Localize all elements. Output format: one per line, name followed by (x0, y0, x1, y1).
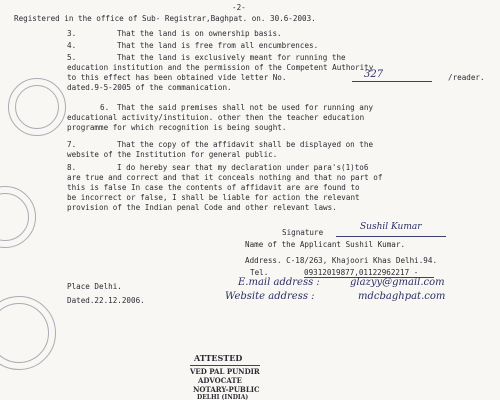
para-4-number: 4. (67, 41, 77, 50)
para-8-text-e: provision of the Indian penal Code and other relevant laws. (67, 203, 337, 212)
round-seal-stamp-top (8, 78, 66, 136)
website-value: mdcbaghpat.com (358, 291, 446, 302)
round-seal-stamp-middle (0, 186, 36, 248)
para-8-number: 8. (67, 163, 77, 172)
registration-line: Registered in the office of Sub- Registrar,Baghpat. on. 30.6-2003. (14, 14, 316, 23)
para-5-text-b: education institution and the permission of the Competent Authority (67, 63, 374, 72)
website-label: Website address : (225, 291, 315, 302)
applicant-signature: Sushil Kumar (360, 222, 422, 232)
tel-value: 09312019877,01122962217 - (304, 268, 419, 277)
para-5-text: That the land is exclusively meant for running the (117, 53, 346, 62)
para-5-reader: /reader. (448, 73, 485, 82)
notary-name: VED PAL PUNDIR (190, 367, 260, 376)
para-3-number: 3. (67, 29, 77, 38)
para-8-text-d: be incorrect or false, I shall be liable for action the relevant (67, 193, 360, 202)
para-7-text: That the copy of the affidavit shall be displayed on the (117, 140, 374, 149)
para-7-number: 7. (67, 140, 77, 149)
email-value: glazyy@gmail.com (350, 277, 445, 288)
letter-number-handwritten: 327 (364, 69, 384, 80)
notary-location: DELHI (INDIA) (197, 394, 249, 400)
signature-underline (336, 236, 446, 237)
para-3-text: That the land is on ownership basis. (117, 29, 282, 38)
para-6-text-b: educational activity/instituion. other then the teacher education (67, 113, 365, 122)
para-5-number: 5. (67, 53, 77, 62)
notary-title-public: NOTARY-PUBLIC (193, 385, 260, 394)
para-4-text: That the land is free from all encumbrences. (117, 41, 319, 50)
para-6-text: That the said premises shall not be used for running any (117, 103, 374, 112)
para-8-text-c: this is false In case the contents of affidavit are are found to (67, 183, 360, 192)
applicant-address: Address. C-18/263, Khajoori Khas Delhi.94. (245, 256, 438, 265)
para-7-text-b: website of the Institution for general public. (67, 150, 278, 159)
para-5-text-c: to this effect has been obtained vide letter No. (67, 73, 287, 82)
notary-title-advocate: ADVOCATE (198, 376, 242, 385)
attested-stamp: ATTESTED (194, 353, 243, 363)
dated: Dated.22.12.2006. (67, 296, 145, 305)
place: Place Delhi. (67, 282, 122, 291)
para-6-text-c: programme for which recognition is being sought. (67, 123, 287, 132)
tel-label: Tel. (250, 268, 269, 277)
round-seal-stamp-bottom (0, 296, 56, 370)
signature-label: Signature (282, 228, 324, 237)
applicant-name: Name of the Applicant Sushil Kumar. (245, 240, 406, 249)
email-label: E.mail address : (238, 277, 320, 288)
para-8-text: I do hereby sear that my declaration under para's(1)to6 (117, 163, 369, 172)
para-5-text-d: dated.9-5-2005 of the commanication. (67, 83, 232, 92)
letter-number-underline (352, 81, 432, 82)
para-6-number: 6. (100, 103, 110, 112)
attested-underline (190, 365, 260, 366)
para-8-text-b: are true and correct and that it conceals nothing and that no part of (67, 173, 383, 182)
page-number: -2- (232, 3, 246, 12)
